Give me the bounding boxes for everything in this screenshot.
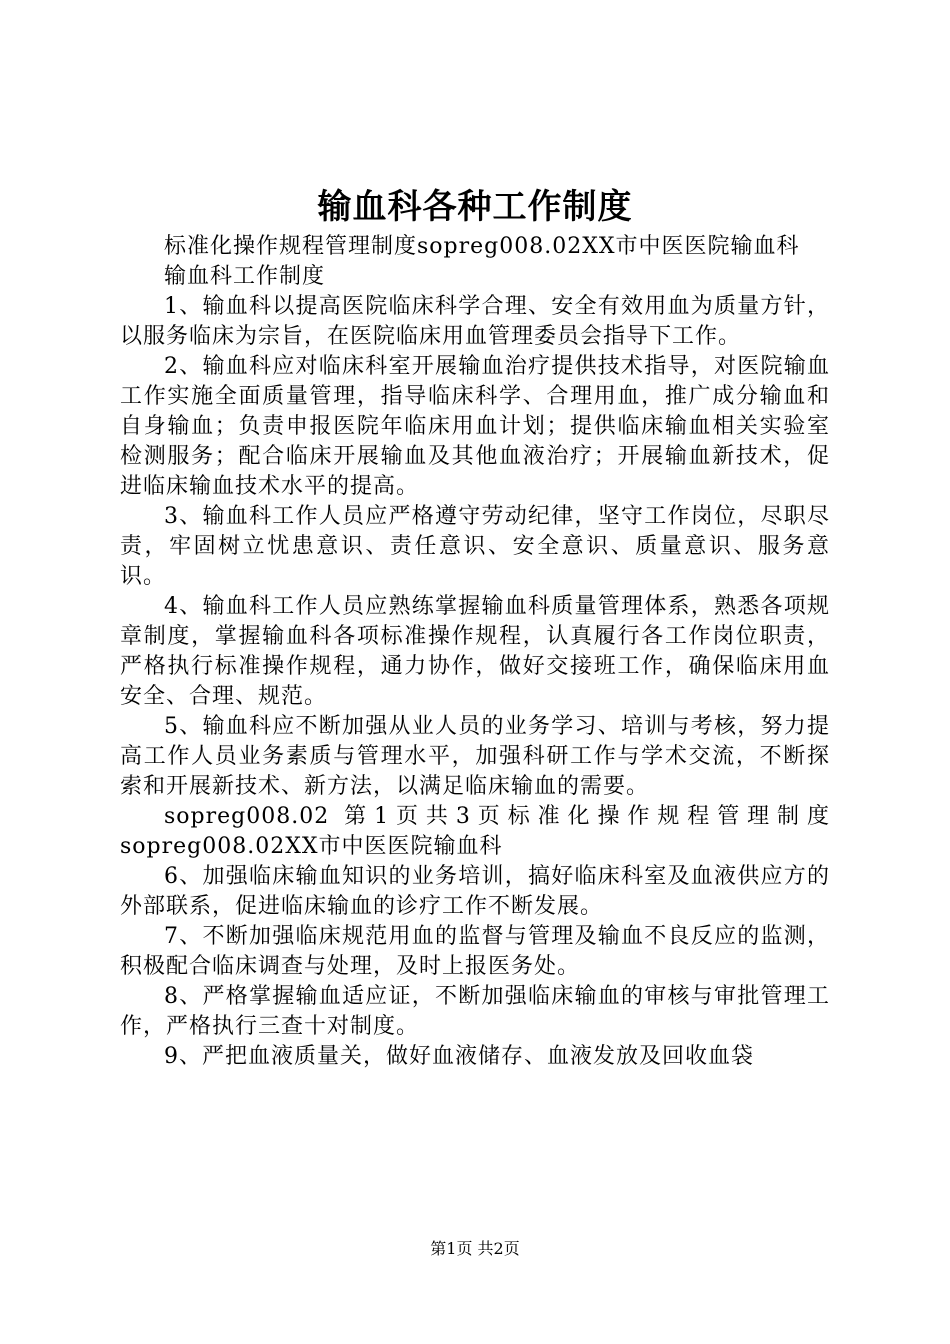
- paragraph-header: 标准化操作规程管理制度sopreg008.02XX市中医医院输血科: [164, 234, 800, 259]
- paragraph-section-title: 输血科工作制度: [164, 264, 326, 289]
- page-footer: 第1页 共2页: [430, 1239, 520, 1258]
- paragraph-item-1: 1、输血科以提高医院临床科学合理、安全有效用血为质量方针，以服务临床为宗旨，在医院临床用血管理委员会指导下工作。: [120, 294, 830, 349]
- paragraph-item-9: 9、严把血液质量关，做好血液储存、血液发放及回收血袋: [164, 1044, 754, 1069]
- paragraph-item-4: 4、输血科工作人员应熟练掌握输血科质量管理体系，熟悉各项规章制度，掌握输血科各项标准操作规程，认真履行各工作岗位职责，严格执行标准操作规程，通力协作，做好交接班工作，确保临床用血安全、合理、规范。: [120, 594, 830, 709]
- paragraph-item-5: 5、输血科应不断加强从业人员的业务学习、培训与考核，努力提高工作人员业务素质与管理水平，加强科研工作与学术交流，不断探索和开展新技术、新方法，以满足临床输血的需要。: [120, 714, 830, 799]
- paragraph-item-2: 2、输血科应对临床科室开展输血治疗提供技术指导，对医院输血工作实施全面质量管理，指导临床科学、合理用血，推广成分输血和自身输血；负责申报医院年临床用血计划；提供临床输血相关实验室检测服务；配合临床开展输血及其他血液治疗；开展输血新技术，促进临床输血技术水平的提高。: [120, 354, 830, 499]
- paragraph-item-6: 6、加强临床输血知识的业务培训，搞好临床科室及血液供应方的外部联系，促进临床输血的诊疗工作不断发展。: [120, 864, 830, 919]
- document-title: 输血科各种工作制度: [317, 187, 633, 227]
- paragraph-item-8: 8、严格掌握输血适应证，不断加强临床输血的审核与审批管理工作，严格执行三查十对制度。: [120, 984, 830, 1039]
- document-body: [120, 232, 830, 1072]
- paragraph-item-3: 3、输血科工作人员应严格遵守劳动纪律，坚守工作岗位，尽职尽责，牢固树立忧患意识、责任意识、安全意识、质量意识、服务意识。: [120, 504, 830, 589]
- paragraph-page-break-text: sopreg008.02 第1页共3页标准化操作规程管理制度sopreg008.02XX市中医医院输血科: [120, 804, 830, 859]
- paragraph-item-7: 7、不断加强临床规范用血的监督与管理及输血不良反应的监测，积极配合临床调查与处理，及时上报医务处。: [120, 924, 830, 979]
